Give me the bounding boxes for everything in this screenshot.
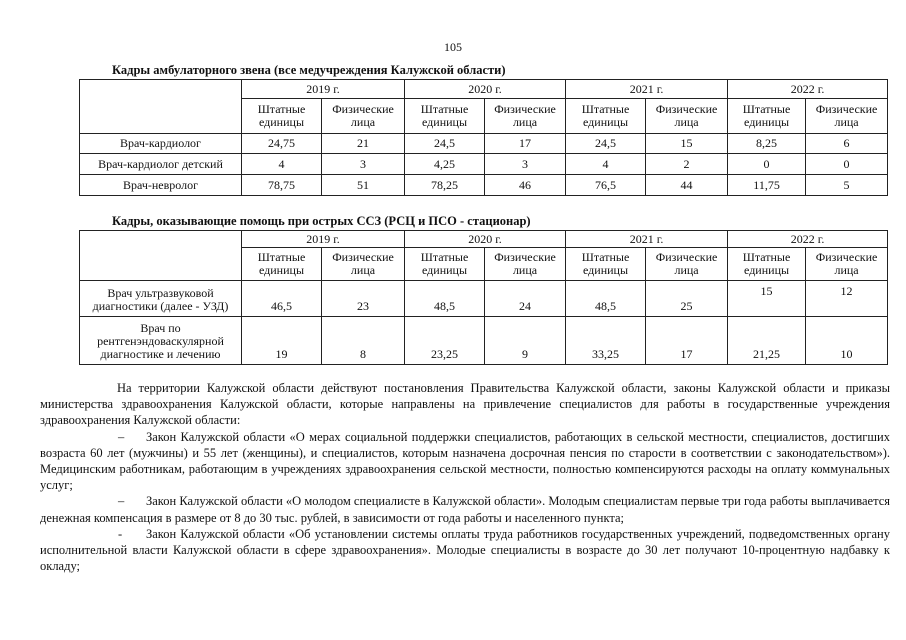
row-label: Врач ультразвуковой диагностики (далее - УЗД) [80,281,242,317]
table-cell: 24,75 [242,134,322,154]
table-cell: 10 [806,317,888,365]
persons-header: Физические лица [806,248,888,281]
dash-marker: - [118,526,123,541]
staff-units-header: Штатные единицы [728,248,806,281]
year-header: 2020 г. [405,231,566,248]
table-cell: 46,5 [242,281,322,317]
staff-units-header: Штатные единицы [566,248,646,281]
year-header-row [80,231,888,248]
acute-cvd-staff-table [79,230,888,365]
list-item-text: Закон Калужской области «Об установлении системы оплаты труда работников государственных учреждений, подведомственных органу исполнительной власти Калужской области в сфере здравоохранения». Молодые специалисты в возрасте до 30 лет получают 10-процентную надбавку к окладу; [40,526,890,574]
year-header: 2019 г. [242,231,405,248]
persons-header: Физические лица [485,99,566,134]
table-cell: 15 [646,134,728,154]
table-cell: 23,25 [405,317,485,365]
intro-paragraph: На территории Калужской области действуют постановления Правительства Калужской области, законы Калужской области и приказы министерства здравоохранения Калужской области, которые направлены на привлечение специалистов для работы в государственные учреждения здравоохранения Калужской области: [40,381,890,428]
table-cell: 19 [242,317,322,365]
table-cell: 9 [485,317,566,365]
year-header: 2022 г. [728,80,888,99]
persons-header: Физические лица [806,99,888,134]
list-item-text: Закон Калужской области «О молодом специалисте в Калужской области». Молодым специалистам первые три года работы выплачивается денежная компенсация в размере от 8 до 30 тыс. рублей, в зависимости от года работы и населенного пункта; [40,494,890,525]
table-cell: 0 [728,154,806,175]
table-cell: 4,25 [405,154,485,175]
body-text [40,380,890,574]
year-header: 2020 г. [405,80,566,99]
table-cell: 4 [566,154,646,175]
table-cell: 15 [728,281,806,317]
table-cell: 3 [485,154,566,175]
table-row [80,154,888,175]
staff-units-header: Штатные единицы [242,248,322,281]
persons-header: Физические лица [322,99,405,134]
table-cell: 0 [806,154,888,175]
table-cell: 33,25 [566,317,646,365]
row-label: Врач-кардиолог [80,134,242,154]
table-cell: 21 [322,134,405,154]
list-item-text: Закон Калужской области «О мерах социальной поддержки специалистов, работающих в сельской местности, специалистов, достигших возраста 60 лет (мужчины) и 55 лет (женщины), и специалистов, которым назначена досрочная пенсия по старости в соответствии с законодательством»). Медицинским работникам, работающим в учреждениях здравоохранения сельской местности, полностью компенсируются расходы на оплату коммунальных услуг; [40,429,890,493]
table-cell: 11,75 [728,175,806,196]
table-cell: 44 [646,175,728,196]
staff-units-header: Штатные единицы [242,99,322,134]
table-cell: 76,5 [566,175,646,196]
table-row [80,134,888,154]
persons-header: Физические лица [646,99,728,134]
year-header: 2021 г. [566,80,728,99]
table-row [80,317,888,365]
staff-units-header: Штатные единицы [566,99,646,134]
table-cell: 21,25 [728,317,806,365]
table-cell: 23 [322,281,405,317]
table-cell: 3 [322,154,405,175]
table-cell: 12 [806,281,888,317]
table1-title: Кадры амбулаторного звена (все медучреждения Калужской области) [112,63,506,77]
list-item [40,526,890,575]
list-item [40,429,890,494]
table-row [80,281,888,317]
dash-marker: – [118,429,125,444]
table-cell: 24,5 [405,134,485,154]
table-cell: 6 [806,134,888,154]
dash-marker: – [118,494,125,509]
table-cell: 51 [322,175,405,196]
table-cell: 2 [646,154,728,175]
row-label: Врач-невролог [80,175,242,196]
list-item [40,493,890,525]
table-cell: 8,25 [728,134,806,154]
table-cell: 4 [242,154,322,175]
staff-units-header: Штатные единицы [405,248,485,281]
staff-units-header: Штатные единицы [405,99,485,134]
table-cell: 78,25 [405,175,485,196]
year-header: 2022 г. [728,231,888,248]
table-cell: 78,75 [242,175,322,196]
persons-header: Физические лица [485,248,566,281]
table-cell: 46 [485,175,566,196]
year-header: 2019 г. [242,80,405,99]
table-cell: 17 [485,134,566,154]
empty-header-cell [80,231,242,281]
row-label: Врач-кардиолог детский [80,154,242,175]
year-header: 2021 г. [566,231,728,248]
table-cell: 24 [485,281,566,317]
table-cell: 48,5 [405,281,485,317]
year-header-row [80,80,888,99]
staff-units-header: Штатные единицы [728,99,806,134]
table2-title: Кадры, оказывающие помощь при острых ССЗ (РСЦ и ПСО - стационар) [112,214,531,228]
table-cell: 8 [322,317,405,365]
ambulatory-staff-table [79,79,888,196]
persons-header: Физические лица [646,248,728,281]
row-label: Врач по рентгенэндоваскулярной диагностике и лечению [80,317,242,365]
table-cell: 24,5 [566,134,646,154]
table-cell: 5 [806,175,888,196]
table-row [80,175,888,196]
persons-header: Физические лица [322,248,405,281]
table-cell: 48,5 [566,281,646,317]
table-cell: 17 [646,317,728,365]
empty-header-cell [80,80,242,134]
table-cell: 25 [646,281,728,317]
page-number: 105 [444,40,462,54]
